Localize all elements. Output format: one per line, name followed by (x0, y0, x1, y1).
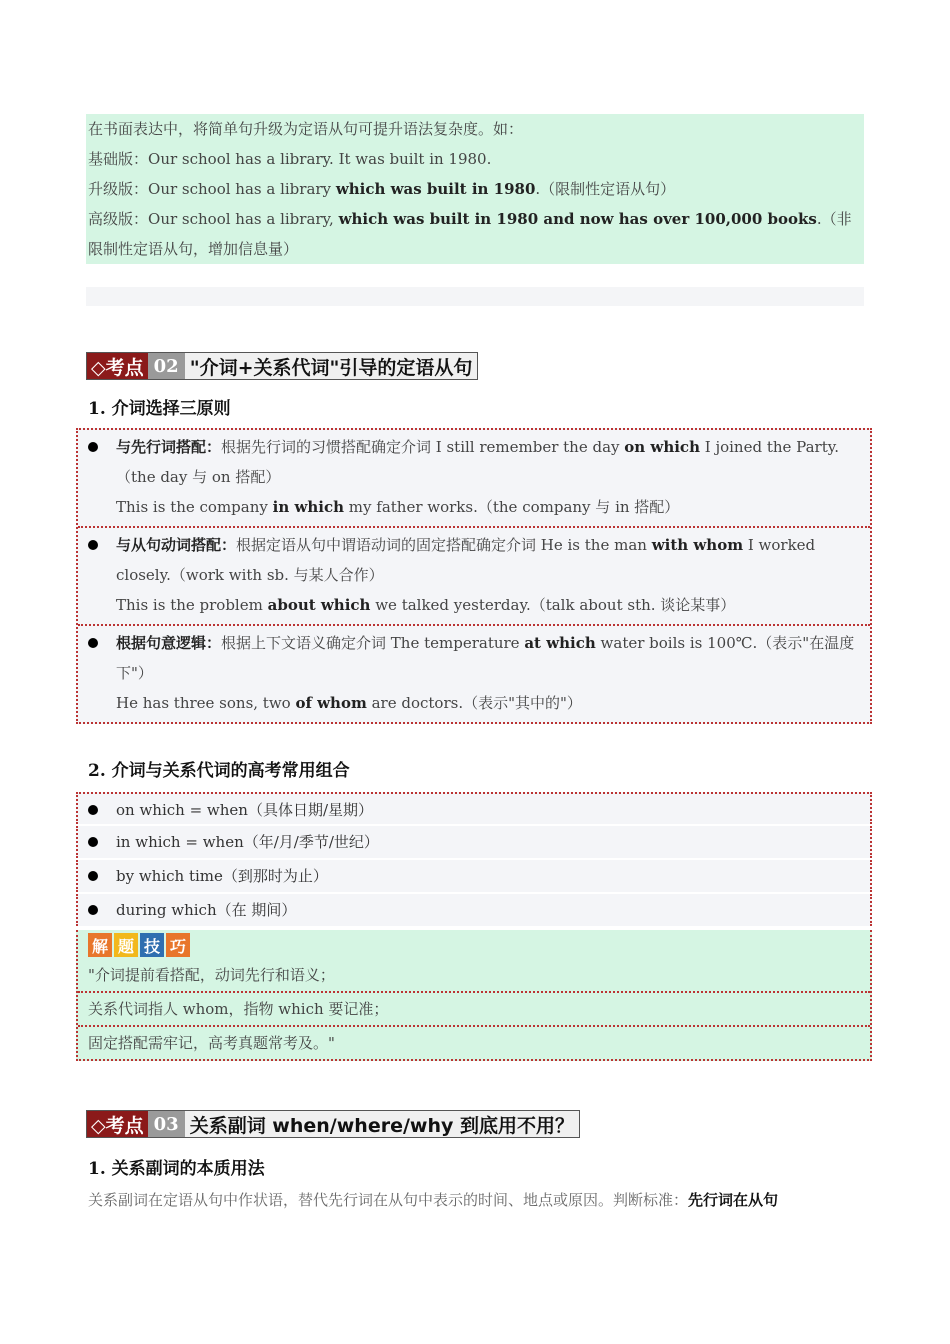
section-number: 03 (148, 1111, 185, 1137)
bullet-icon (88, 871, 98, 881)
tips-badge-row (78, 930, 870, 959)
section-02-title (86, 352, 478, 380)
spacer-strip (86, 287, 864, 306)
tips-box (76, 930, 872, 1061)
section-tag: ◇考点 (87, 1111, 148, 1137)
list-item: during which（在 期间） (76, 894, 872, 926)
tips-badge: 解 (88, 933, 112, 957)
match-rules-box (76, 428, 872, 724)
subheading-1: 1. 介词选择三原则 (88, 399, 231, 419)
section-title-text: "介词+关系代词"引导的定语从句 (185, 353, 478, 379)
bullet-icon (88, 540, 98, 550)
tips-badge: 技 (140, 933, 164, 957)
upgraded-version-line: 升级版：Our school has a library which was built in 1980.（限制性定语从句） (88, 180, 676, 198)
tips-badge: 巧 (166, 933, 190, 957)
bullet-icon (88, 905, 98, 915)
tips-line: 关系代词指人 whom，指物 which 要记准； (78, 991, 870, 1025)
tips-badge: 题 (114, 933, 138, 957)
advanced-version-line: 高级版：Our school has a library, which was built in 1980 and now has over 100,000 books.（非限制性定语从句，增加信息量） (88, 210, 852, 258)
basic-version-line: 基础版：Our school has a library. It was built in 1980. (88, 150, 492, 168)
subheading-3: 1. 关系副词的本质用法 (88, 1159, 265, 1179)
list-item: on which = when（具体日期/星期） (76, 792, 872, 824)
bullet-icon (88, 442, 98, 452)
subheading-2: 2. 介词与关系代词的高考常用组合 (88, 761, 350, 781)
body-paragraph: 关系副词在定语从句中作状语，替代先行词在从句中表示的时间、地点或原因。判断标准：先行词在从句 (88, 1191, 779, 1209)
section-tag: ◇考点 (87, 353, 148, 379)
list-item: 根据句意逻辑：根据上下文语义确定介词 The temperature at which water boils is 100℃.（表示"在温度下"） He has three sons, two of whom are doctors.（表示"其中的"） (78, 624, 870, 722)
list-item: 与从句动词搭配：根据定语从句中谓语动词的固定搭配确定介词 He is the man with whom I worked closely.（work with sb. 与某人合作） This is the problem about which we talked yesterday.（talk about sth. 谈论某事） (78, 526, 870, 624)
section-03-title (86, 1110, 580, 1138)
list-item: in which = when（年/月/季节/世纪） (76, 826, 872, 858)
bullet-icon (88, 638, 98, 648)
section-title-text: 关系副词 when/where/why 到底用不用？ (185, 1111, 579, 1137)
example-block (86, 114, 864, 264)
list-item: by which time（到那时为止） (76, 860, 872, 892)
section-number: 02 (148, 353, 185, 379)
bullet-icon (88, 837, 98, 847)
equivalents-list (76, 792, 872, 926)
intro-line: 在书面表达中，将简单句升级为定语从句可提升语法复杂度。如： (88, 120, 524, 138)
tips-line: "介词提前看搭配，动词先行和语义； (88, 966, 335, 984)
bullet-icon (88, 805, 98, 815)
tips-line: 固定搭配需牢记，高考真题常考及。" (78, 1025, 870, 1059)
list-item: 与先行词搭配：根据先行词的习惯搭配确定介词 I still remember the day on which I joined the Party.（the day 与 on 搭配） This is the company in which my father works.（the company 与 in 搭配） (78, 430, 870, 526)
